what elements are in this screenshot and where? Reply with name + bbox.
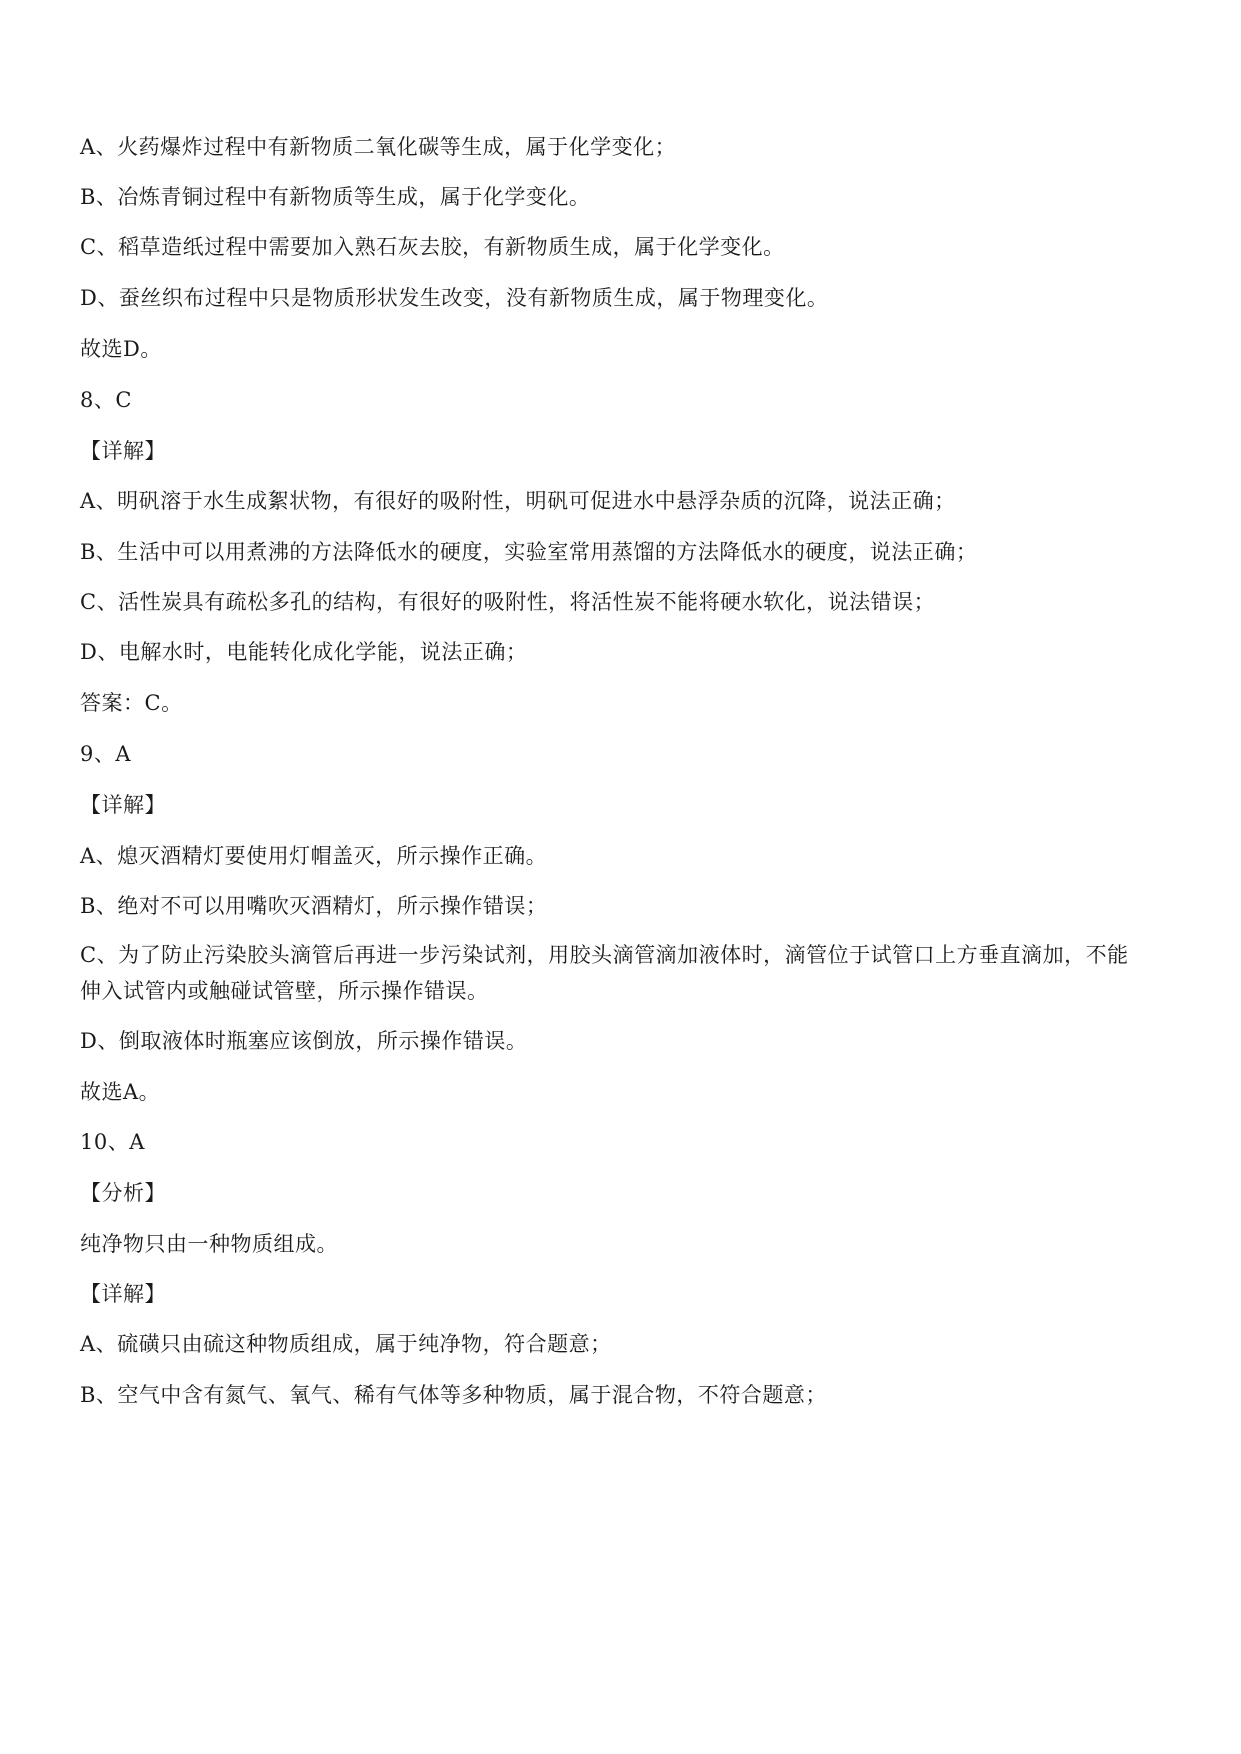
answer-10-option-b: B、空气中含有氮气、氧气、稀有气体等多种物质，属于混合物，不符合题意； <box>80 1383 827 1407</box>
question-8-detail-label: 【详解】 <box>80 439 166 463</box>
answer-9-option-d: D、倒取液体时瓶塞应该倒放，所示操作错误。 <box>80 1029 528 1053</box>
answer-10-option-a: A、硫磺只由硫这种物质组成，属于纯净物，符合题意； <box>80 1332 612 1356</box>
answer-9-option-c-continued: 伸入试管内或触碰试管壁，所示操作错误。 <box>80 979 489 1003</box>
answer-7-option-c: C、稻草造纸过程中需要加入熟石灰去胶，有新物质生成，属于化学变化。 <box>80 235 785 259</box>
answer-9-option-b: B、绝对不可以用嘴吹灭酒精灯，所示操作错误； <box>80 894 548 918</box>
question-10-analysis-text: 纯净物只由一种物质组成。 <box>80 1232 338 1256</box>
question-10-heading: 10、A <box>80 1130 145 1154</box>
question-10-detail-label: 【详解】 <box>80 1282 166 1306</box>
answer-8-conclusion: 答案：C。 <box>80 691 183 715</box>
answer-9-conclusion: 故选A。 <box>80 1080 161 1104</box>
question-8-heading: 8、C <box>80 388 132 412</box>
answer-7-option-b: B、冶炼青铜过程中有新物质等生成，属于化学变化。 <box>80 185 591 209</box>
answer-8-option-d: D、电解水时，电能转化成化学能，说法正确； <box>80 640 528 664</box>
answer-7-option-a: A、火药爆炸过程中有新物质二氧化碳等生成，属于化学变化； <box>80 135 677 159</box>
question-9-detail-label: 【详解】 <box>80 793 166 817</box>
answer-8-option-b: B、生活中可以用煮沸的方法降低水的硬度，实验室常用蒸馏的方法降低水的硬度，说法正确； <box>80 540 978 564</box>
answer-9-option-a: A、熄灭酒精灯要使用灯帽盖灭，所示操作正确。 <box>80 844 548 868</box>
answer-8-option-c: C、活性炭具有疏松多孔的结构，有很好的吸附性，将活性炭不能将硬水软化，说法错误； <box>80 590 936 614</box>
answer-7-option-d: D、蚕丝织布过程中只是物质形状发生改变，没有新物质生成，属于物理变化。 <box>80 286 829 310</box>
question-10-analysis-label: 【分析】 <box>80 1181 166 1205</box>
answer-8-option-a: A、明矾溶于水生成絮状物，有很好的吸附性，明矾可促进水中悬浮杂质的沉降，说法正确； <box>80 489 956 513</box>
question-9-heading: 9、A <box>80 742 132 766</box>
answer-9-option-c: C、为了防止污染胶头滴管后再进一步污染试剂，用胶头滴管滴加液体时，滴管位于试管口上方垂直滴加，不能 <box>80 943 1129 967</box>
answer-7-conclusion: 故选D。 <box>80 337 162 361</box>
